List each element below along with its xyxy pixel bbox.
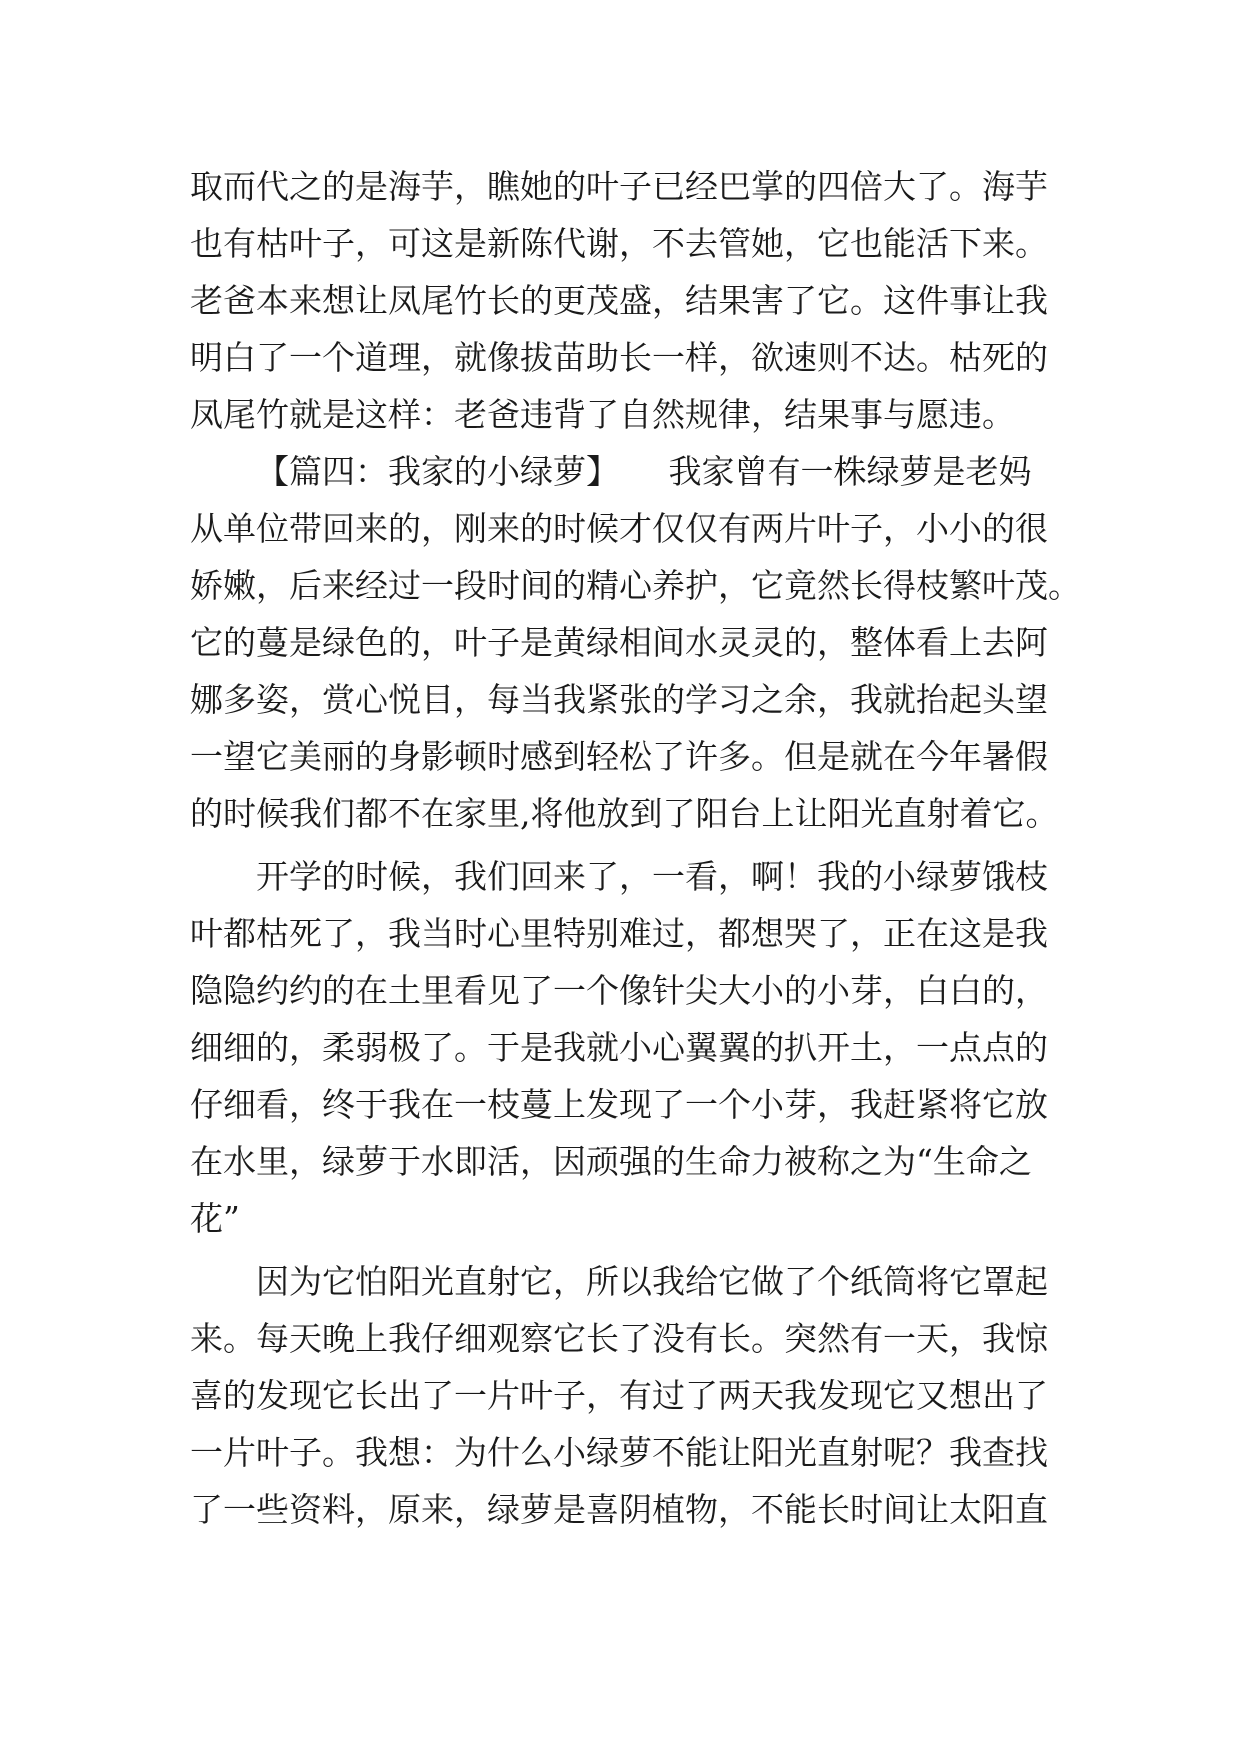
text-line: 明白了一个道理，就像拔苗助长一样，欲速则不达。枯死的 [190,338,1048,377]
text-line: 花” [190,1199,240,1238]
text-line: 从单位带回来的，刚来的时候才仅仅有两片叶子，小小的很 [190,509,1048,548]
text-line: 因为它怕阳光直射它，所以我给它做了个纸筒将它罩起 [256,1262,1048,1301]
text-line: 一望它美丽的身影顿时感到轻松了许多。但是就在今年暑假 [190,737,1048,776]
text-line: 在水里，绿萝于水即活，因顽强的生命力被称之为“生命之 [190,1142,1032,1181]
text-line: 娜多姿，赏心悦目，每当我紧张的学习之余，我就抬起头望 [190,680,1048,719]
paragraph-paper-tube [190,1253,1070,1538]
text-line: 喜的发现它长出了一片叶子，有过了两天我发现它又想出了 [190,1376,1048,1415]
text-line: 来。每天晚上我仔细观察它长了没有长。突然有一天，我惊 [190,1319,1048,1358]
document-body [190,158,1081,1538]
text-line: 取而代之的是海芋，瞧她的叶子已经巴掌的四倍大了。海芋 [190,167,1048,206]
text-line: 它的蔓是绿色的，叶子是黄绿相间水灵灵的，整体看上去阿 [190,623,1048,662]
text-line: 一片叶子。我想：为什么小绿萝不能让阳光直射呢？我查找 [190,1433,1048,1472]
text-line: 仔细看，终于我在一枝蔓上发现了一个小芽，我赶紧将它放 [190,1085,1048,1124]
text-line: 老爸本来想让凤尾竹长的更茂盛，结果害了它。这件事让我 [190,281,1048,320]
text-line: 叶都枯死了，我当时心里特别难过，都想哭了，正在这是我 [190,914,1048,953]
text-line: 的时候我们都不在家里,将他放到了阳台上让阳光直射着它。 [190,794,1059,833]
text-line: 隐隐约约的在土里看见了一个像针尖大小的小芽，白白的， [190,971,1048,1010]
text-line: 开学的时候，我们回来了，一看，啊！我的小绿萝饿枝 [256,857,1048,896]
paragraph-pian-si-intro [190,443,1081,842]
paragraph-school-start [190,848,1070,1247]
text-line: 了一些资料，原来，绿萝是喜阴植物，不能长时间让太阳直 [190,1490,1048,1529]
text-line: 细细的，柔弱极了。于是我就小心翼翼的扒开土，一点点的 [190,1028,1048,1067]
text-line: 凤尾竹就是这样：老爸违背了自然规律，结果事与愿违。 [190,395,1015,434]
text-line: 娇嫩，后来经过一段时间的精心养护，它竟然长得枝繁叶茂。 [190,566,1081,605]
paragraph-fengweizhu-conclusion [190,158,1070,443]
section-heading-line: 【篇四：我家的小绿萝】 我家曾有一株绿萝是老妈 [256,452,1032,491]
text-line: 也有枯叶子，可这是新陈代谢，不去管她，它也能活下来。 [190,224,1048,263]
